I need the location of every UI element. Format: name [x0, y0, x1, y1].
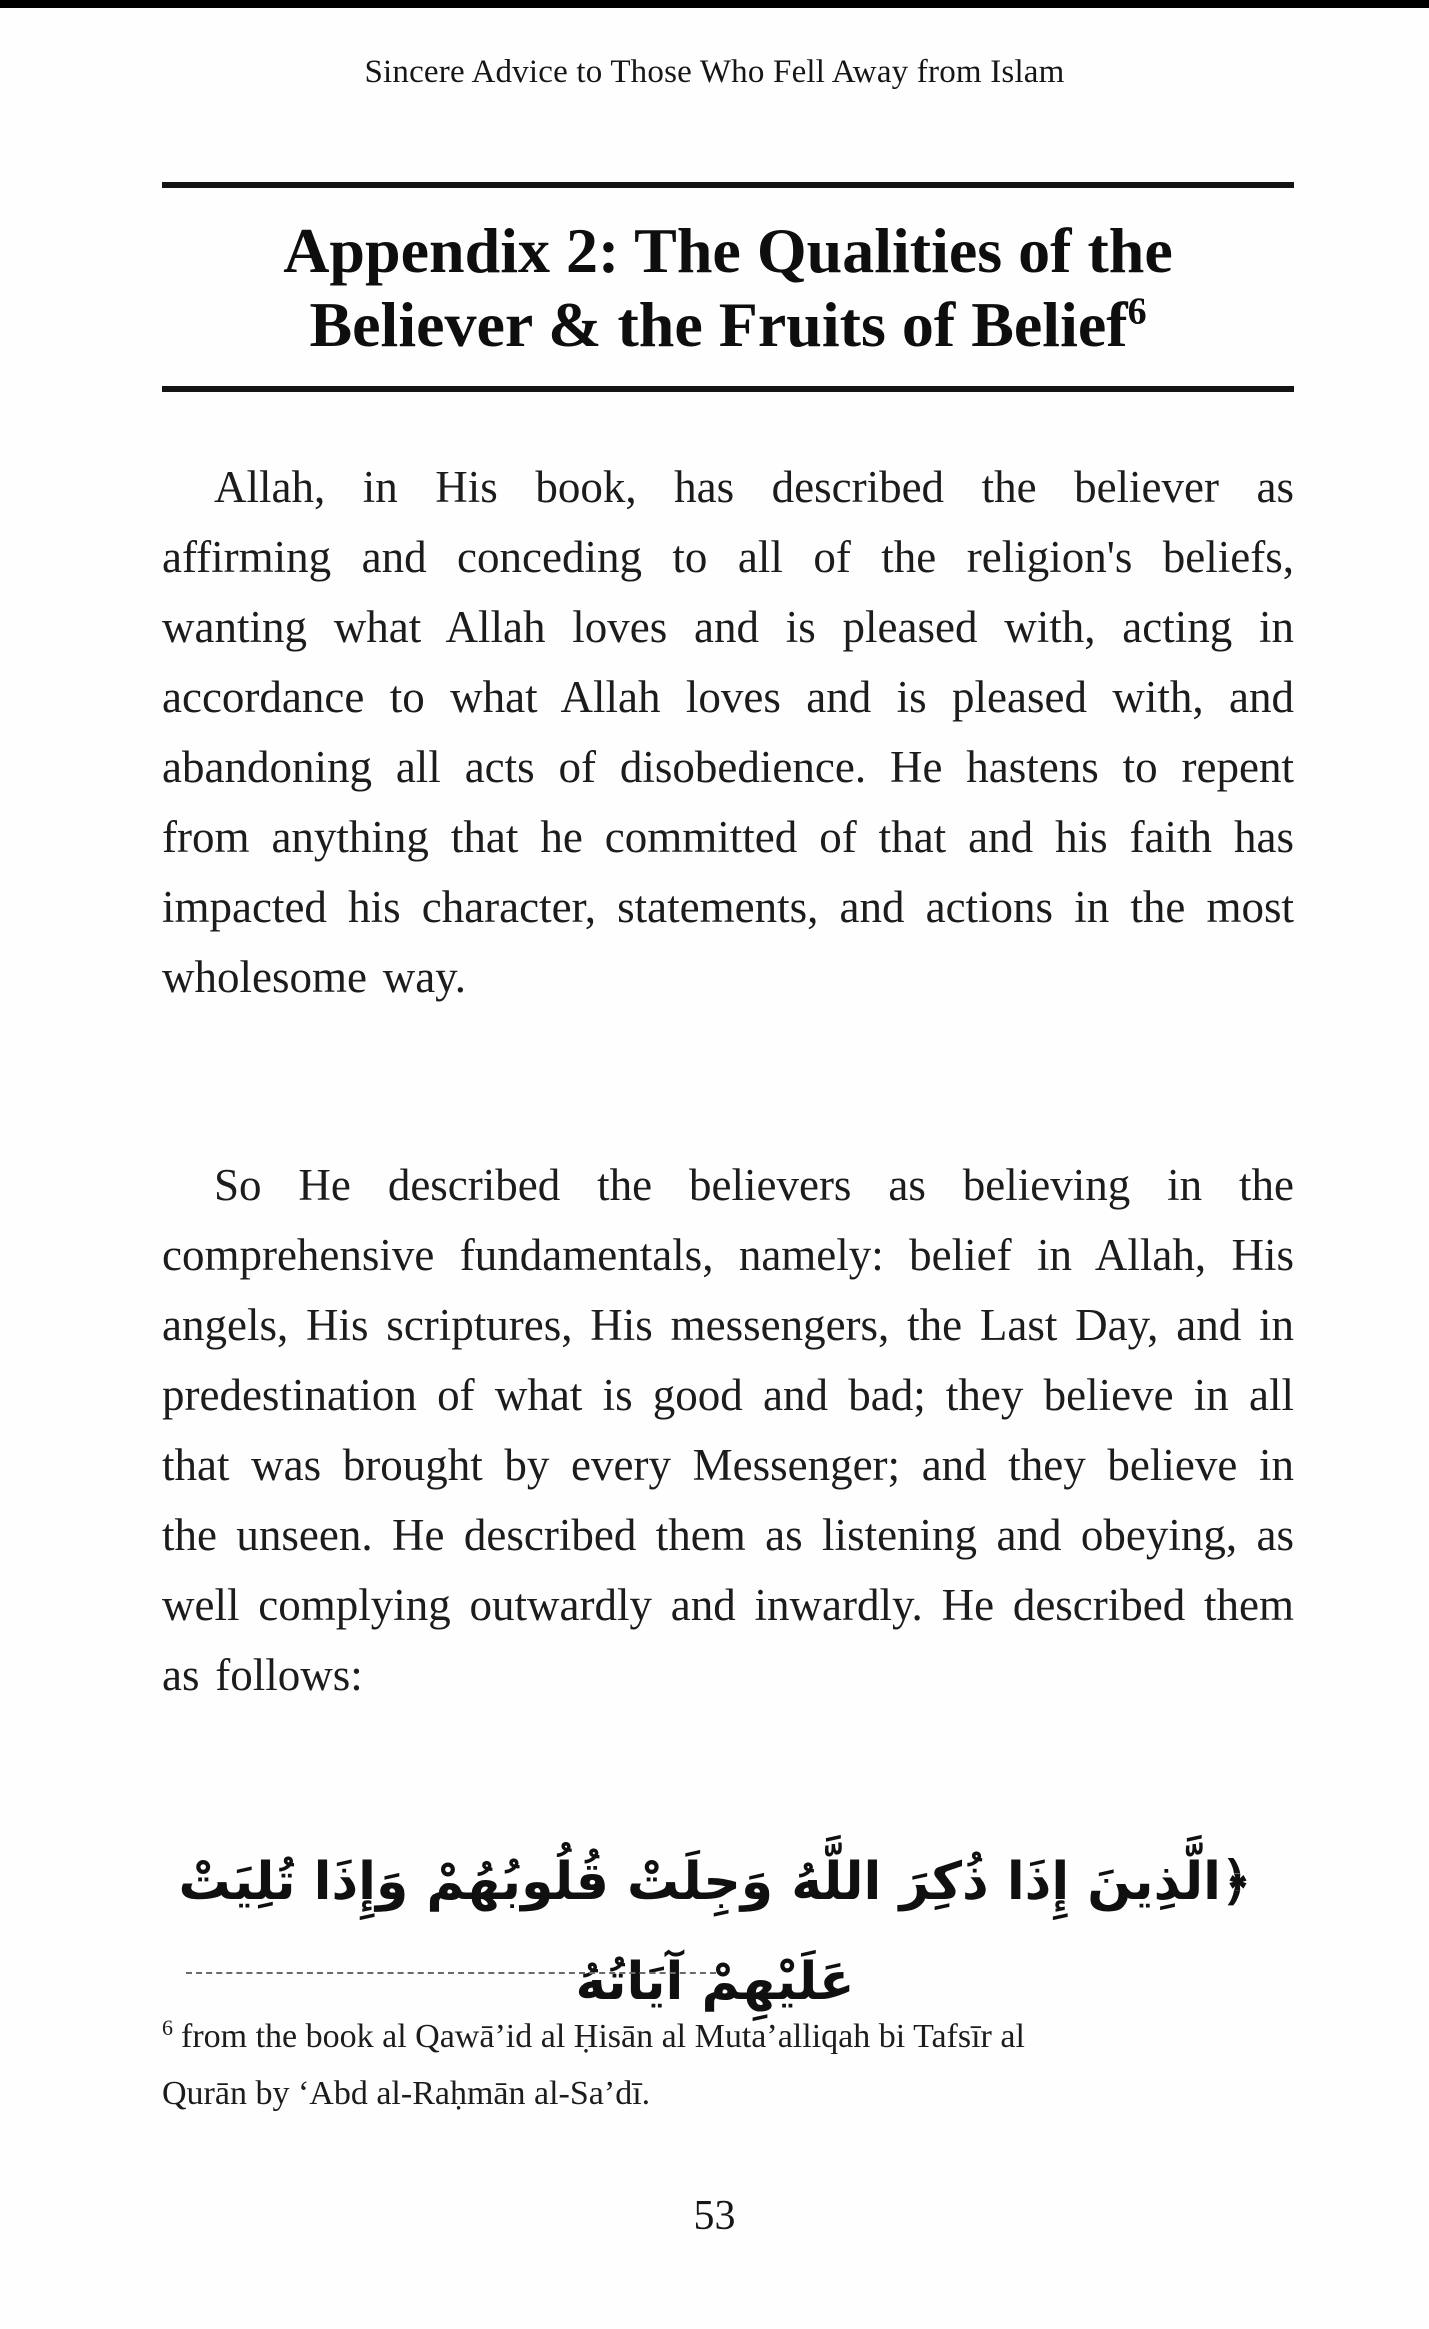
chapter-title	[162, 188, 1294, 386]
footnote-separator-rule	[186, 1972, 716, 1974]
title-rule-bottom	[162, 386, 1294, 392]
paragraph-1: Allah, in His book, has described the believer as affirming and conceding to all of the religion's beliefs, wanting what Allah loves and is pleased with, acting in accordance to what Allah loves and is pleased with, and abandoning all acts of disobedience. He hastens to repent from anything that he committed of that and his faith has impacted his character, statements, and actions in the most wholesome way.	[162, 462, 1294, 1002]
running-head: Sincere Advice to Those Who Fell Away from Islam	[364, 54, 1065, 90]
footnote-marker: 6	[162, 2014, 173, 2040]
footnote-line-2	[162, 2065, 1302, 2122]
page-number: 53	[693, 2193, 736, 2239]
paragraph-2: So He described the believers as believing in the comprehensive fundamentals, namely: belief in Allah, His angels, His scriptures, His messengers, the Last Day, and in predestination of what is good and bad; they believe in all that was brought by every Messenger; and they believe in the unseen. He described them as listening and obeying, as well complying outwardly and inwardly. He described them as follows:	[162, 1160, 1294, 1700]
title-footnote-reference: 6	[1127, 290, 1147, 333]
chapter-title-block	[162, 182, 1294, 392]
scan-edge-artifact	[0, 0, 1429, 8]
footnote-line-1	[162, 2008, 1302, 2065]
footnote	[162, 2008, 1302, 2122]
footnote-text-line-1: from the book al Qawā’id al Ḥisān al Muta’alliqah bi Tafsīr al	[181, 2018, 1025, 2055]
quran-verse-arabic: ﴿الَّذِينَ إِذَا ذُكِرَ اللَّهُ وَجِلَتْ قُلُوبُهُمْ وَإِذَا تُلِيَتْ عَلَيْهِمْ آيَاتُهُ	[178, 1852, 1252, 2012]
chapter-title-line-2: Believer & the Fruits of Belief	[309, 289, 1128, 360]
chapter-title-line-1: Appendix 2: The Qualities of the	[283, 215, 1173, 286]
footnote-text-line-2: Qurān by ‘Abd al-Raḥmān al-Sa’dī.	[162, 2075, 651, 2112]
